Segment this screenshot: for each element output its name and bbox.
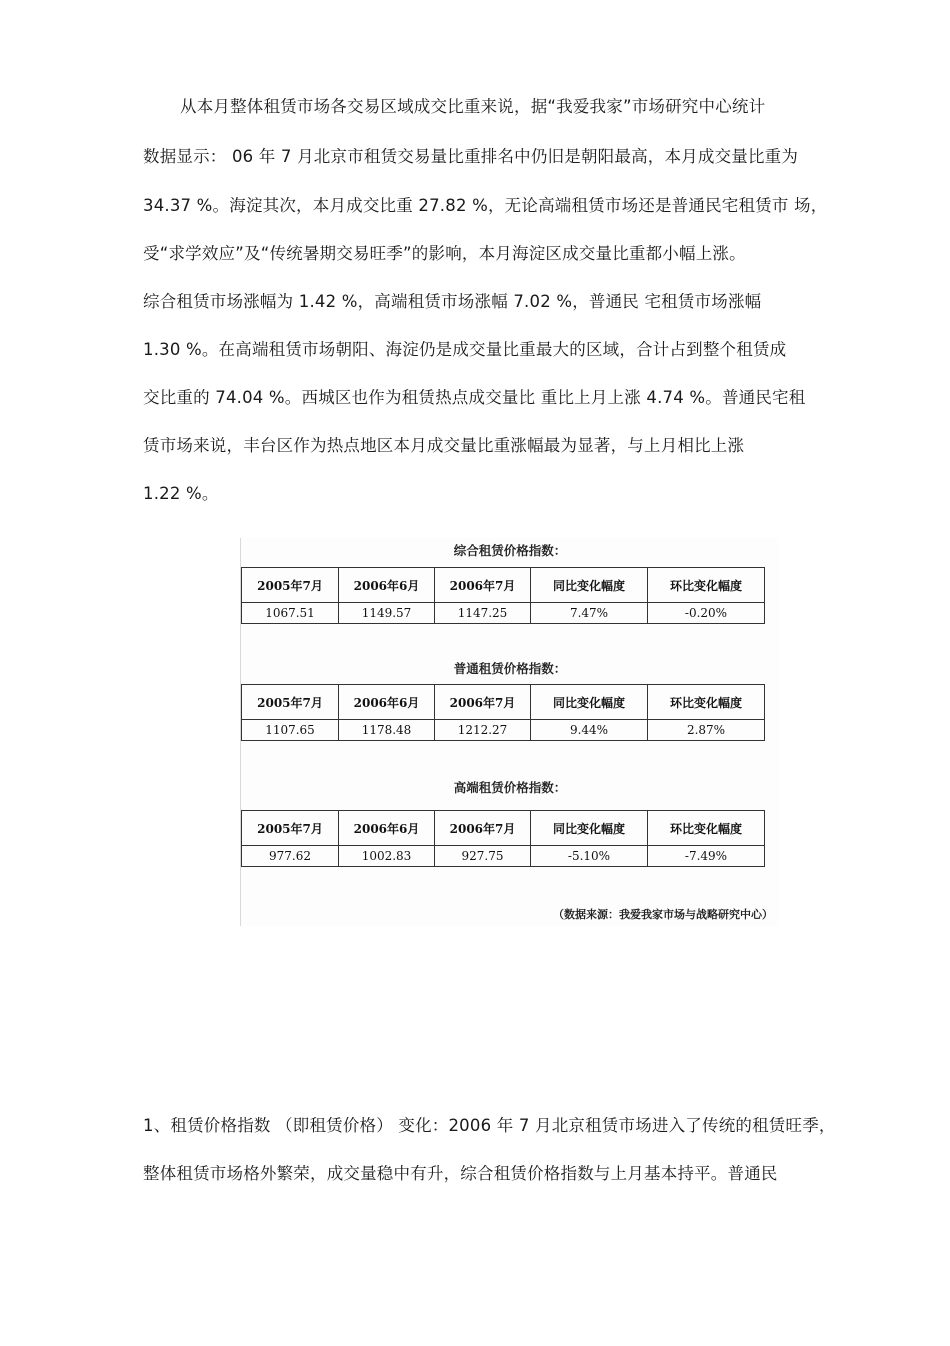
paragraph-line: 交比重的 74.04 %。西城区也作为租赁热点成交量比 重比上月上涨 4.74 %。普通民宅租	[143, 388, 806, 407]
header-cell: 2005年7月	[242, 685, 339, 720]
header-cell: 2006年7月	[435, 811, 531, 846]
table-caption: 高端租赁价格指数：	[453, 780, 567, 795]
value-cell: 1107.65	[242, 720, 339, 741]
table-header-row	[242, 685, 765, 720]
premium-index-table	[241, 810, 765, 867]
paragraph-line: 1.22 %。	[143, 484, 219, 503]
table-caption: 综合租赁价格指数：	[453, 543, 567, 558]
header-cell: 同比变化幅度	[531, 685, 648, 720]
header-cell: 同比变化幅度	[531, 811, 648, 846]
paragraph-line: 受“求学效应”及“传统暑期交易旺季”的影响，本月海淀区成交量比重都小幅上涨。	[143, 244, 746, 263]
header-cell: 同比变化幅度	[531, 568, 648, 603]
data-source-note: （数据来源：我爱我家市场与战略研究中心）	[553, 908, 773, 921]
value-cell: 7.47%	[531, 603, 648, 624]
value-cell: 927.75	[435, 846, 531, 867]
standard-index-table	[241, 684, 765, 741]
paragraph-line: 34.37 %。海淀其次，本月成交比重 27.82 %，无论高端租赁市场还是普通民宅租赁市 场，	[143, 196, 828, 215]
value-cell: -7.49%	[648, 846, 765, 867]
header-cell: 2006年6月	[339, 685, 435, 720]
header-cell: 环比变化幅度	[648, 811, 765, 846]
paragraph-line: 综合租赁市场涨幅为 1.42 %，高端租赁市场涨幅 7.02 %，普通民 宅租赁市场涨幅	[143, 292, 762, 311]
paragraph-line: 从本月整体租赁市场各交易区域成交比重来说，据“我爱我家”市场研究中心统计	[180, 97, 766, 116]
paragraph-line: 1、租赁价格指数 （即租赁价格） 变化：2006 年 7 月北京租赁市场进入了传统的租赁旺季，	[143, 1116, 836, 1135]
value-cell: -0.20%	[648, 603, 765, 624]
value-cell: 1149.57	[339, 603, 435, 624]
table-row	[242, 603, 765, 624]
value-cell: 1147.25	[435, 603, 531, 624]
table-row	[242, 720, 765, 741]
paragraph-line: 赁市场来说，丰台区作为热点地区本月成交量比重涨幅最为显著，与上月相比上涨	[143, 436, 745, 455]
table-header-row	[242, 811, 765, 846]
header-cell: 2005年7月	[242, 568, 339, 603]
header-cell: 2006年6月	[339, 568, 435, 603]
header-cell: 环比变化幅度	[648, 685, 765, 720]
rental-index-figure	[240, 538, 779, 926]
value-cell: 1002.83	[339, 846, 435, 867]
paragraph-line: 整体租赁市场格外繁荣，成交量稳中有升，综合租赁价格指数与上月基本持平。普通民	[143, 1164, 778, 1183]
value-cell: 1212.27	[435, 720, 531, 741]
header-cell: 2005年7月	[242, 811, 339, 846]
header-cell: 环比变化幅度	[648, 568, 765, 603]
header-cell: 2006年7月	[435, 568, 531, 603]
value-cell: 1178.48	[339, 720, 435, 741]
table-row	[242, 846, 765, 867]
table-caption: 普通租赁价格指数：	[453, 661, 567, 676]
table-header-row	[242, 568, 765, 603]
composite-index-table	[241, 567, 765, 624]
value-cell: 9.44%	[531, 720, 648, 741]
value-cell: 2.87%	[648, 720, 765, 741]
paragraph-line: 1.30 %。在高端租赁市场朝阳、海淀仍是成交量比重最大的区域，合计占到整个租赁成	[143, 340, 787, 359]
header-cell: 2006年7月	[435, 685, 531, 720]
value-cell: 977.62	[242, 846, 339, 867]
header-cell: 2006年6月	[339, 811, 435, 846]
paragraph-line: 数据显示： 06 年 7 月北京市租赁交易量比重排名中仍旧是朝阳最高，本月成交量比重为	[143, 147, 799, 166]
value-cell: -5.10%	[531, 846, 648, 867]
value-cell: 1067.51	[242, 603, 339, 624]
